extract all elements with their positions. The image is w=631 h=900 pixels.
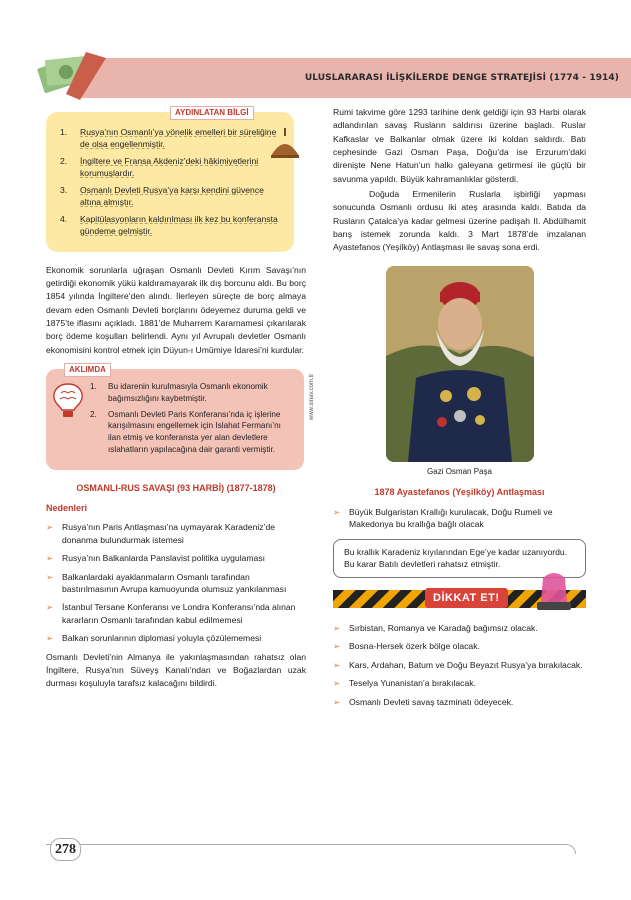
- lamp-icon: [267, 128, 303, 164]
- reason-item: ➢ Balkanlardaki ayaklanmaların Osmanlı tarafından bastırılmasının Avrupa kamuoyunda olumsuz yankılanması: [46, 571, 287, 594]
- siren-icon: [531, 568, 577, 612]
- portrait-caption: Gazi Osman Paşa: [427, 467, 492, 477]
- treaty-title: 1878 Ayastefanos (Yeşilköy) Antlaşması: [374, 487, 545, 498]
- info-item: 4. Kapitülasyonların kaldırılması ilk kez bu konferansta gündeme gelmiştir.: [60, 213, 278, 237]
- treaty-item: ➢ Osmanlı Devleti savaş tazminatı ödeyecek.: [333, 696, 514, 707]
- arrow-icon: ➢: [333, 678, 341, 689]
- aklimda-tag: AKLIMDA: [64, 363, 111, 377]
- arrow-icon: ➢: [333, 506, 341, 517]
- arrow-icon: ➢: [46, 553, 54, 564]
- reasons-list: [46, 521, 306, 645]
- arrow-icon: ➢: [333, 641, 341, 652]
- reason-item: ➢ İstanbul Tersane Konferansı ve Londra Konferansı’nda alınan kararların Osmanlı tarafından kabul edilmemesi: [46, 602, 296, 625]
- brain-bulb-icon: [50, 381, 86, 421]
- info-item: 1. Rusya’nın Osmanlı’ya yönelik emelleri bir süreliğine de olsa engellenmiştir.: [60, 127, 277, 150]
- treaty-item: ➢ Teselya Yunanistan’a bırakılacak.: [333, 678, 476, 689]
- aklimda-item: 2. Osmanlı Devleti Paris Konferansı’nda iç işlerine karışılmasını engellemek için Islahat Fermanı’nı ilan etmiş ve konferansta yer alan devletlere ıslahatların yapılacağına dair garanti vermiştir.: [90, 409, 281, 455]
- reason-item: ➢ Balkan sorunlarının diplomasi yoluyla çözülememesi: [46, 633, 262, 644]
- treaty-item: ➢ Sırbistan, Romanya ve Karadağ bağımsız olacak.: [333, 622, 538, 633]
- side-url: www.sinav.com.tr: [309, 373, 315, 420]
- debt-paragraph: Ekonomik sorunlarla uğraşan Osmanlı Devleti Kırım Savaşı’nın getirdiği ekonomik yükü kaldıramayarak ilk dış borcunu aldı. Bu borç 1854 yılında İngiltere’den alındı. İlerleyen süreçte de borç almaya devam eden Osmanlı Devleti borçlarını ödeyemez duruma geldi ve 1875’te iflasını açıkladı. 1881’de Muharrem Kararnamesi çıkarılarak borç ödeme koşulları belirlendi. Aynı yıl Avrupalı devletler Osmanlı ekonomisini kontrol etmek için Düyun-ı Umûmiye İdaresi’ni kurdular.: [46, 264, 306, 355]
- info-item: 3. Osmanlı Devleti Rusya’ya karşı kendini güvence altına almıştır.: [60, 184, 264, 208]
- reason-item: ➢ Rusya’nın Paris Antlaşması’na uymayarak Karadeniz’de donanma bulundurmak istemesi: [46, 522, 276, 545]
- arrow-icon: ➢: [46, 602, 54, 613]
- treaty-item: ➢ Bosna-Hersek özerk bölge olacak.: [333, 641, 480, 652]
- treaty-item: ➢ Kars, Ardahan, Batum ve Doğu Beyazıt Rusya’ya bırakılacak.: [333, 659, 583, 670]
- right-column: [333, 106, 586, 714]
- treaty-item: ➢ Büyük Bulgaristan Krallığı kurulacak, Doğu Rumeli ve Makedonya bu krallığa bağlı olacak: [333, 506, 553, 530]
- arrow-icon: ➢: [46, 522, 54, 533]
- war-paragraph-1: Rumi takvime göre 1293 tarihine denk geldiği için 93 Harbi olarak adlandırılan savaş Rusların saldırısı üzerine başladı. Ruslar Kafkaslar ve Balkanlar olmak üzere iki koldan saldırdı. Batı cephesinde Gazi Osman Paşa, Doğu’da ise Erzurum’daki direnişte Nene Hatun’un halkı galeyana getirmesi ile güçlü bir savunma yapıldı. Büyük kahramanlıklar gösterdi.: [333, 107, 586, 184]
- info-item: 2. İngiltere ve Fransa Akdeniz’deki hâkimiyetlerini korumuşlardır.: [60, 155, 259, 179]
- arrow-icon: ➢: [46, 633, 54, 644]
- header-title: ULUSLARARASI İLİŞKİLERDE DENGE STRATEJİSİ (1774 - 1914): [304, 73, 619, 83]
- aklimda-list: [90, 381, 292, 456]
- info-list: [60, 126, 280, 238]
- treaty-list: [333, 622, 586, 708]
- aklimda-item: 1. Bu idarenin kurulmasıyla Osmanlı ekonomik bağımsızlığını kaybetmiştir.: [90, 381, 268, 403]
- reasons-subtitle: Nedenleri: [46, 502, 88, 513]
- war-paragraph-2: Doğuda Ermenilerin Ruslarla işbirliği yapması sonucunda Osmanlı ordusu iki ateş arasında kaldı. Batıda da Rusların Çatalca’ya kadar gelmesi üzerine padişah II. Abdülhamit barış istemek zorunda kaldı. 3 Mart 1878’de imzalanan Ayastefanos (Yeşilköy) Antlaşması ile savaş sona erdi.: [333, 188, 586, 253]
- war-section-title: OSMANLI-RUS SAVAŞI (93 HARBİ) (1877-1878): [76, 483, 276, 494]
- arrow-icon: ➢: [46, 571, 54, 582]
- left-column: [46, 108, 306, 691]
- treaty-list-top: [333, 506, 586, 531]
- info-box-tag: AYDINLATAN BİLGİ: [170, 106, 254, 120]
- treaty-note-box: Bu krallık Karadeniz kıyılarından Ege’ye kadar uzanıyordu. Bu karar Batılı devletleri rahatsız etmiştir.: [333, 539, 586, 578]
- aydinlatan-bilgi-box: [46, 108, 294, 252]
- money-logo-icon: [36, 48, 110, 102]
- footer-line: [46, 844, 576, 854]
- aklimda-box: [46, 364, 304, 470]
- arrow-icon: ➢: [333, 696, 341, 707]
- dikkat-et-banner: [333, 584, 586, 612]
- page-number: 278: [50, 838, 81, 861]
- header-band: [82, 58, 631, 98]
- gazi-osman-pasa-portrait: [386, 266, 534, 462]
- closing-paragraph: Osmanlı Devleti’nin Almanya ile yakınlaşmasından rahatsız olan İngiltere, Rusya’nın Süveyş Kanalı’ndan ve Boğazlardan uzak durması koşuluyla tarafsız kalacağını bildirdi.: [46, 651, 306, 689]
- reason-item: ➢ Rusya’nın Balkanlarda Panslavist politika uygulaması: [46, 553, 266, 564]
- dikkat-et-label: DİKKAT ET!: [425, 588, 508, 609]
- arrow-icon: ➢: [333, 622, 341, 633]
- arrow-icon: ➢: [333, 659, 341, 670]
